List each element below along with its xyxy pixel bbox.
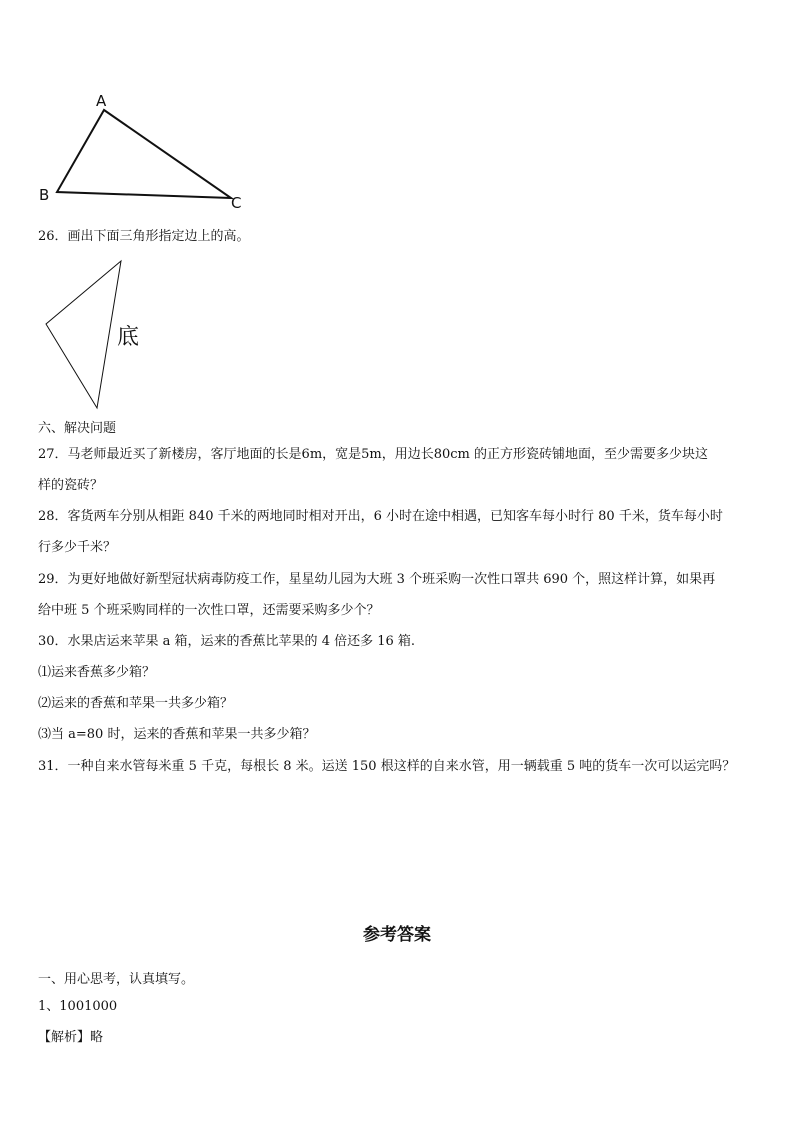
question-29-line-1: 29．为更好地做好新型冠状病毒防疫工作，星星幼儿园为大班 3 个班采购一次性口罩共 690 个，照这样计算，如果再 (38, 572, 716, 587)
question-26: 26．画出下面三角形指定边上的高。 (38, 229, 250, 244)
question-29-line-2: 给中班 5 个班采购同样的一次性口罩，还需要采购多少个？ (38, 603, 380, 618)
triangle-abc-figure (30, 88, 260, 218)
triangle-abc (57, 110, 231, 198)
section-6-heading: 六、解决问题 (38, 421, 117, 436)
question-28-line-2: 行多少千米？ (38, 540, 117, 555)
answers-title: 参考答案 (363, 925, 431, 945)
triangle-base (46, 261, 121, 408)
question-28-line-1: 28．客货两车分别从相距 840 千米的两地同时相对开出，6 小时在途中相遇，已知客车每小时行 80 千米，货车每小时 (38, 509, 723, 524)
question-27-line-2: 样的瓷砖？ (38, 478, 104, 493)
vertex-c-label: C (231, 194, 242, 212)
answer-1-analysis: 【解析】略 (38, 1030, 104, 1045)
question-30-sub-1: ⑴运来香蕉多少箱？ (38, 665, 156, 680)
question-30-stem: 30．水果店运来苹果 a 箱，运来的香蕉比苹果的 4 倍还多 16 箱. (38, 634, 416, 649)
question-30-sub-3: ⑶当 a=80 时，运来的香蕉和苹果一共多少箱？ (38, 727, 316, 742)
vertex-b-label: B (39, 186, 50, 204)
question-30-sub-2: ⑵运来的香蕉和苹果一共多少箱？ (38, 696, 234, 711)
question-31: 31．一种自来水管每米重 5 千克，每根长 8 米。运送 150 根这样的自来水管，用一辆载重 5 吨的货车一次可以运完吗？ (38, 759, 736, 774)
question-27-line-1: 27．马老师最近买了新楼房，客厅地面的长是6m，宽是5m，用边长80cm 的正方形瓷砖铺地面，至少需要多少块这 (38, 447, 709, 462)
vertex-a-label: A (96, 92, 107, 110)
triangle-base-figure (40, 255, 160, 415)
base-label: 底 (117, 325, 140, 350)
answer-1: 1、1001000 (38, 999, 118, 1014)
answers-section-1: 一、用心思考，认真填写。 (38, 972, 195, 987)
